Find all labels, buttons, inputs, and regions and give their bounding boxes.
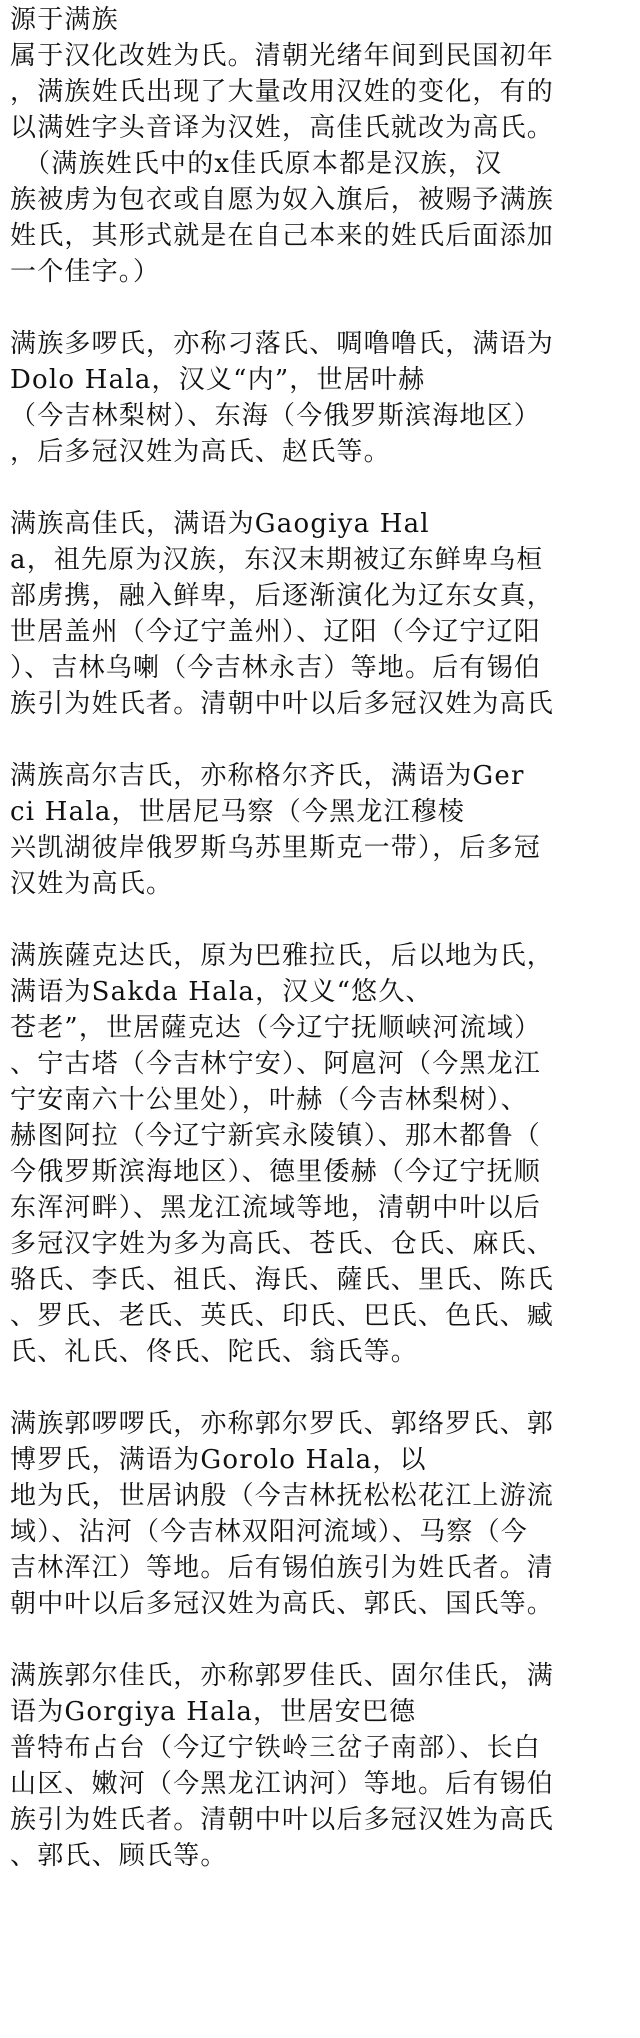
text-line: 今俄罗斯滨海地区）、德里倭赫（今辽宁抚顺 (10, 1157, 542, 1187)
text-line: 姓氏，其形式就是在自己本来的姓氏后面添加 (10, 221, 555, 251)
text-line: 族引为姓氏者。清朝中叶以后多冠汉姓为高氏 (10, 1805, 555, 1835)
text-line: 兴凯湖彼岸俄罗斯乌苏里斯克一带），后多冠 (10, 833, 542, 863)
text-line: 以满姓字头音译为汉姓，高佳氏就改为高氏。 (10, 113, 555, 143)
text-line: 语为Gorgiya Hala，世居安巴德 (10, 1697, 417, 1727)
text-line: 博罗氏，满语为Gorolo Hala，以 (10, 1445, 427, 1475)
text-line: 满族高尔吉氏，亦称格尔齐氏，满语为Ger (10, 761, 525, 791)
text-line: 、宁古塔（今吉林宁安）、阿扈河（今黑龙江 (10, 1049, 542, 1079)
text-line: 吉林浑江）等地。后有锡伯族引为姓氏者。清 (10, 1553, 555, 1583)
text-line: ，满族姓氏出现了大量改用汉姓的变化，有的 (10, 77, 555, 107)
text-line: 满族郭尔佳氏，亦称郭罗佳氏、固尔佳氏，满 (10, 1661, 555, 1691)
text-line: 世居盖州（今辽宁盖州）、辽阳（今辽宁辽阳 (10, 617, 542, 647)
text-line: 域）、沾河（今吉林双阳河流域）、马察（今 (10, 1517, 529, 1547)
text-line: 宁安南六十公里处），叶赫（今吉林梨树）、 (10, 1085, 529, 1115)
text-line: 赫图阿拉（今辽宁新宾永陵镇）、那木都鲁（ (10, 1121, 542, 1151)
text-line: （满族姓氏中的x佳氏原本都是汉族，汉 (24, 149, 503, 179)
text-line: 满族高佳氏，满语为Gaogiya Hal (10, 509, 430, 539)
section-heading: 源于满族 (10, 5, 119, 35)
text-line: 满语为Sakda Hala，汉义“悠久、 (10, 977, 433, 1007)
text-line: 多冠汉字姓为多为高氏、苍氏、仓氏、麻氏、 (10, 1229, 555, 1259)
text-line: 普特布占台（今辽宁铁岭三岔子南部）、长白 (10, 1733, 542, 1763)
paragraph-gap (10, 722, 632, 758)
text-line: 一个佳字。） (10, 257, 161, 287)
text-line: 朝中叶以后多冠汉姓为高氏、郭氏、国氏等。 (10, 1589, 555, 1619)
paragraph-gap (10, 1622, 632, 1658)
text-line: 族引为姓氏者。清朝中叶以后多冠汉姓为高氏 (10, 689, 555, 719)
article-text (10, 2, 632, 1874)
text-line: 氏、礼氏、佟氏、陀氏、翁氏等。 (10, 1337, 419, 1367)
text-line: 族被虏为包衣或自愿为奴入旗后，被赐予满族 (10, 185, 555, 215)
text-line: 汉姓为高氏。 (10, 869, 174, 899)
text-line: ）、吉林乌喇（今吉林永吉）等地。后有锡伯 (10, 653, 542, 683)
text-line: 东浑河畔）、黑龙江流域等地，清朝中叶以后 (10, 1193, 542, 1223)
paragraph-gap (10, 470, 632, 506)
text-line: ，后多冠汉姓为高氏、赵氏等。 (10, 437, 391, 467)
text-line: 苍老”，世居薩克达（今辽宁抚顺峡河流域） (10, 1013, 542, 1043)
text-line: 地为氏，世居讷殷（今吉林抚松松花江上游流 (10, 1481, 555, 1511)
text-line: （今吉林梨树）、东海（今俄罗斯滨海地区） (10, 401, 542, 431)
text-line: 满族多啰氏，亦称刁落氏、啁噜噜氏，满语为 (10, 329, 555, 359)
text-line: 、郭氏、顾氏等。 (10, 1841, 228, 1871)
text-line: 部虏携，融入鲜卑，后逐渐演化为辽东女真， (10, 581, 555, 611)
text-line: 、罗氏、老氏、英氏、印氏、巴氏、色氏、臧 (10, 1301, 555, 1331)
text-line: a，祖先原为汉族，东汉末期被辽东鲜卑乌桓 (10, 545, 544, 575)
paragraph-gap (10, 290, 632, 326)
text-line: Dolo Hala，汉义“内”，世居叶赫 (10, 365, 426, 395)
text-line: 山区、嫩河（今黑龙江讷河）等地。后有锡伯 (10, 1769, 555, 1799)
text-line: 属于汉化改姓为氏。清朝光绪年间到民国初年 (10, 41, 555, 71)
text-line: 满族郭啰啰氏，亦称郭尔罗氏、郭络罗氏、郭 (10, 1409, 555, 1439)
paragraph-gap (10, 1370, 632, 1406)
paragraph-gap (10, 902, 632, 938)
text-line: ci Hala，世居尼马察（今黑龙江穆棱 (10, 797, 466, 827)
text-line: 骆氏、李氏、祖氏、海氏、薩氏、里氏、陈氏 (10, 1265, 555, 1295)
text-line: 满族薩克达氏，原为巴雅拉氏，后以地为氏， (10, 941, 555, 971)
